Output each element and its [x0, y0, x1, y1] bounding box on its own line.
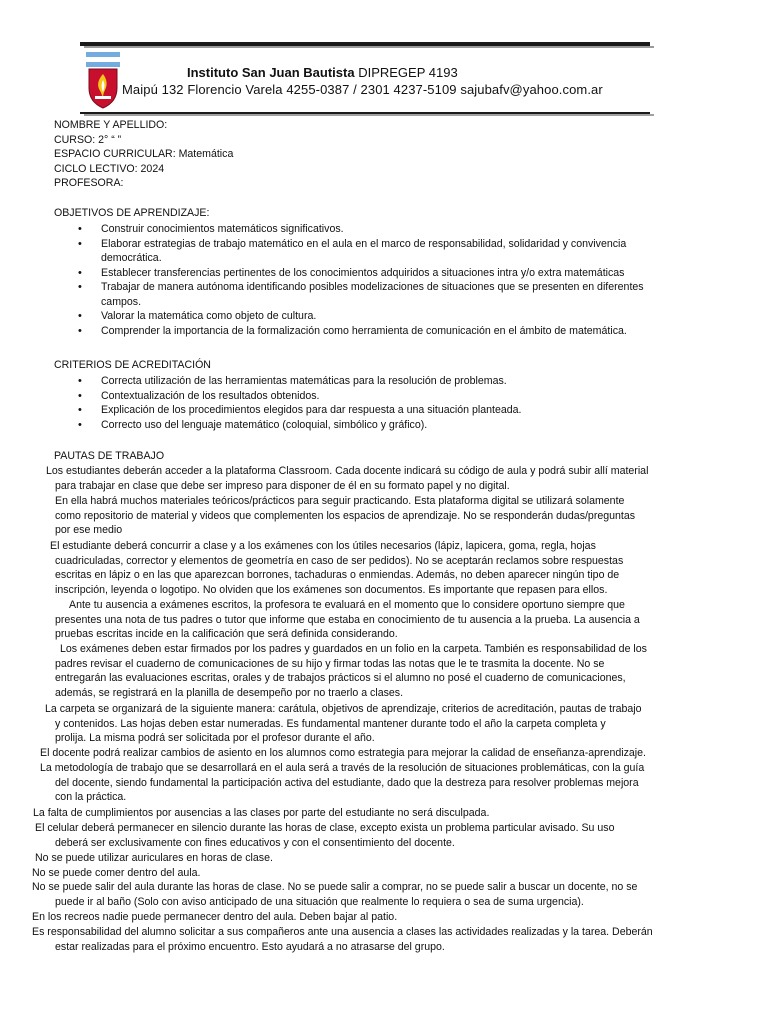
school-crest-icon [86, 52, 120, 110]
pauta-responsabilidad: Es responsabilidad del alumno solicitar a sus compañeros ante una ausencia a clases las actividades realizadas y la tarea. Deberán estar realizadas para el próximo encuentro. Esto ayudará a no atrasarse del grupo. [32, 926, 653, 953]
pauta-auriculares: No se puede utilizar auriculares en horas de clase. [35, 852, 273, 864]
pauta-celular: El celular deberá permanecer en silencio durante las horas de clase, excepto exista un problema particular avisado. Su uso deberá ser exclusivamente con fines educativos y con el consentimiento del docente. [35, 822, 615, 849]
criterio-item: • Explicación de los procedimientos elegidos para dar respuesta a una situación planteada. [78, 403, 718, 418]
institution-code: DIPREGEP 4193 [358, 65, 458, 80]
field-nombre: NOMBRE Y APELLIDO: [54, 119, 168, 131]
objetivo-item: • Trabajar de manera autónoma identificando posibles modelizaciones de situaciones que se presenten en diferentes campos. [78, 280, 718, 309]
institution-title: Instituto San Juan Bautista [187, 65, 355, 80]
field-curso: CURSO: 2° “ ” [54, 133, 122, 146]
pauta-carpeta: La carpeta se organizará de la siguiente manera: carátula, objetivos de aprendizaje, criterios de acreditación, pautas de trabajo y contenidos. Las hojas deben estar numeradas. Es fundamental mantener durante todo el año la carpeta completa y prolija. La misma podrá ser solicitada por el profesor durante el año. [45, 703, 642, 744]
institution-contact: Maipú 132 Florencio Varela 4255-0387 / 2301 4237-5109 sajubafv@yahoo.com.ar [122, 82, 603, 97]
pauta-utiles: El estudiante deberá concurrir a clase y a los exámenes con los útiles necesarios (lápiz, lapicera, goma, regla, hojas cuadriculadas, corrector y elementos de geometría en caso de ser pedidos). No se aceptarán reclamos sobre respuestas escritas en lápiz o en las que aparezcan borrones, tachaduras o enmiendas. Además, no deben aparecer ningún tipo de inscripción, leyenda o logotipo. No olviden que los exámenes son documentos. Es importante que repasen para ellos. [50, 540, 624, 596]
institution-name [187, 65, 458, 80]
header-bottom-rule-shadow [84, 114, 654, 116]
criterios-title: CRITERIOS DE ACREDITACIÓN [54, 359, 211, 371]
pauta-ausencia: Ante tu ausencia a exámenes escritos, la profesora te evaluará en el momento que lo considere oportuno siempre que presentes una nota de tus padres o tutor que informe que estaba en conocimiento de tu ausencia a la prueba. La ausencia a pruebas escritas incide en la calificación que será definida considerando. [55, 599, 640, 640]
pauta-examenes: Los exámenes deben estar firmados por los padres y guardados en un folio en la carpeta. También es responsabilidad de los padres revisar el cuaderno de comunicaciones de su hijo y firmar todas las notas que le te trasmita la docente. No se entregarán las evaluaciones escritas, orales y de trabajos prácticos si el alumno no posé el cuaderno de comunicaciones, además, se registrará en la planilla de desempeño por no traerlo a clases. [55, 643, 647, 699]
header-top-rule-shadow [84, 46, 654, 48]
pauta-plataforma: En ella habrá muchos materiales teóricos/prácticos para seguir practicando. Esta plataforma digital se utilizará solamente como repositorio de material y videos que complementen los espacios de aprendizaje. No se responderán dudas/preguntas por ese medio [55, 495, 636, 536]
pauta-comer: No se puede comer dentro del aula. [32, 867, 201, 879]
objetivo-item: • Construir conocimientos matemáticos significativos. [78, 222, 718, 237]
letterhead [80, 42, 654, 118]
pauta-faltas: La falta de cumplimientos por ausencias a las clases por parte del estudiante no será disculpada. [33, 807, 490, 819]
criterio-item: • Contextualización de los resultados obtenidos. [78, 389, 718, 404]
pautas-title: PAUTAS DE TRABAJO [54, 450, 165, 462]
objetivo-item: • Establecer transferencias pertinentes de los conocimientos adquiridos a situaciones intra y/o extra matemáticas [78, 266, 718, 281]
student-fields [54, 118, 233, 191]
objetivo-item: • Valorar la matemática como objeto de cultura. [78, 309, 718, 324]
criterio-item: • Correcto uso del lenguaje matemático (coloquial, simbólico y gráfico). [78, 418, 718, 433]
field-ciclo: CICLO LECTIVO: 2024 [54, 162, 165, 175]
criterios-list [78, 374, 718, 432]
objetivo-item: • Comprender la importancia de la formalización como herramienta de comunicación en el ámbito de matemática. [78, 324, 718, 339]
pauta-asiento: El docente podrá realizar cambios de asiento en los alumnos como estrategia para mejorar la calidad de enseñanza-aprendizaje. [40, 747, 646, 759]
field-profesora: PROFESORA: [54, 177, 124, 189]
pauta-salir: No se puede salir del aula durante las horas de clase. No se puede salir a comprar, no se puede salir a buscar un docente, no se puede ir al baño (Solo con aviso anticipado de una situación que realmente lo requiera o sea de suma urgencia). [32, 881, 638, 908]
pauta-metodologia: La metodología de trabajo que se desarrollará en el aula será a través de la resolución de situaciones problemáticas, con la guía del docente, siendo fundamental la participación activa del estudiante, dado que la destreza para resolver problemas mejora con la práctica. [40, 762, 645, 803]
pauta-classroom: Los estudiantes deberán acceder a la plataforma Classroom. Cada docente indicará su código de aula y podrá subir allí material para trabajar en clase que debe ser impreso para disponer de él en su formato papel y no digital. [46, 465, 649, 492]
objetivos-list [78, 222, 718, 338]
pauta-recreos: En los recreos nadie puede permanecer dentro del aula. Deben bajar al patio. [32, 911, 398, 923]
field-espacio: ESPACIO CURRICULAR: Matemática [54, 148, 234, 160]
objetivos-title: OBJETIVOS DE APRENDIZAJE: [54, 207, 210, 219]
objetivo-item: • Elaborar estrategias de trabajo matemático en el aula en el marco de responsabilidad, solidaridad y convivencia democrática. [78, 237, 718, 266]
criterio-item: • Correcta utilización de las herramientas matemáticas para la resolución de problemas. [78, 374, 718, 389]
